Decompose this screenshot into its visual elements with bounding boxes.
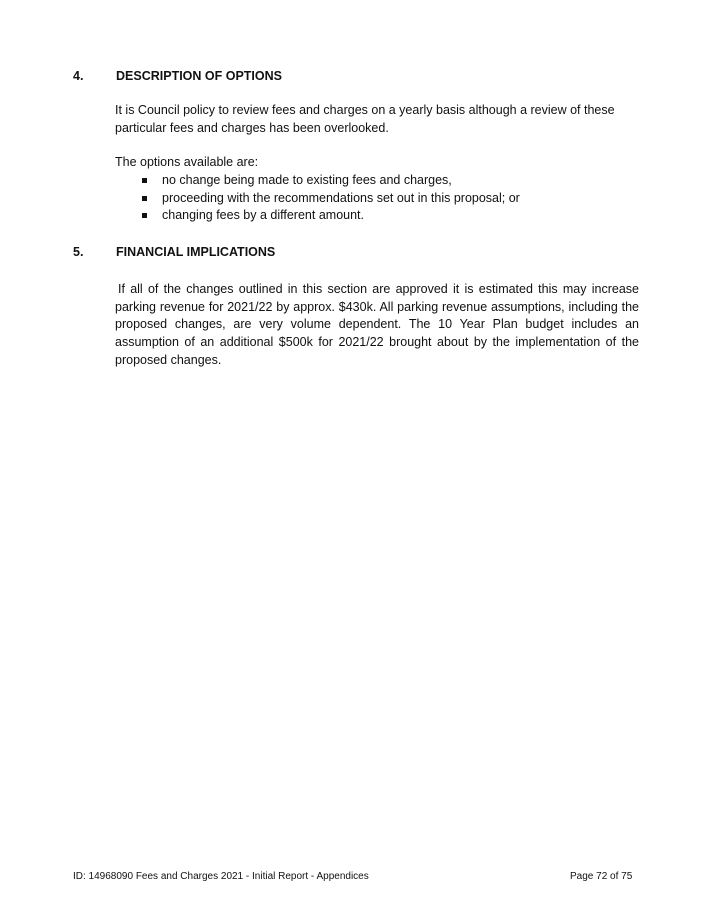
list-item: no change being made to existing fees and charges, <box>140 172 640 190</box>
footer-page-number: Page 72 of 75 <box>570 871 633 882</box>
options-intro: The options available are: <box>115 155 259 169</box>
list-item: changing fees by a different amount. <box>140 207 640 225</box>
section-5-title: FINANCIAL IMPLICATIONS <box>116 245 276 259</box>
options-list <box>140 172 640 225</box>
section-4-number: 4. <box>73 69 84 83</box>
section-4-paragraph: It is Council policy to review fees and charges on a yearly basis although a review of these particular fees and charges has been overlooked. <box>115 103 615 135</box>
section-5-paragraph: If all of the changes outlined in this section are approved it is estimated this may increase parking revenue for 2021/22 by approx. $430k. All parking revenue assumptions, including the proposed changes, are very volume dependent. The 10 Year Plan budget includes an assumption of an additional $500k for 2021/22 brought about by the implementation of the proposed changes. <box>115 282 639 367</box>
list-item: proceeding with the recommendations set out in this proposal; or <box>140 190 640 208</box>
section-4-heading <box>73 67 282 85</box>
footer-document-id: ID: 14968090 Fees and Charges 2021 - Initial Report - Appendices <box>73 871 369 882</box>
bullet-square-icon <box>142 178 147 183</box>
section-5-number: 5. <box>73 245 84 259</box>
section-5-heading <box>73 243 275 261</box>
bullet-square-icon <box>142 213 147 218</box>
section-4-title: DESCRIPTION OF OPTIONS <box>116 69 282 83</box>
bullet-square-icon <box>142 196 147 201</box>
